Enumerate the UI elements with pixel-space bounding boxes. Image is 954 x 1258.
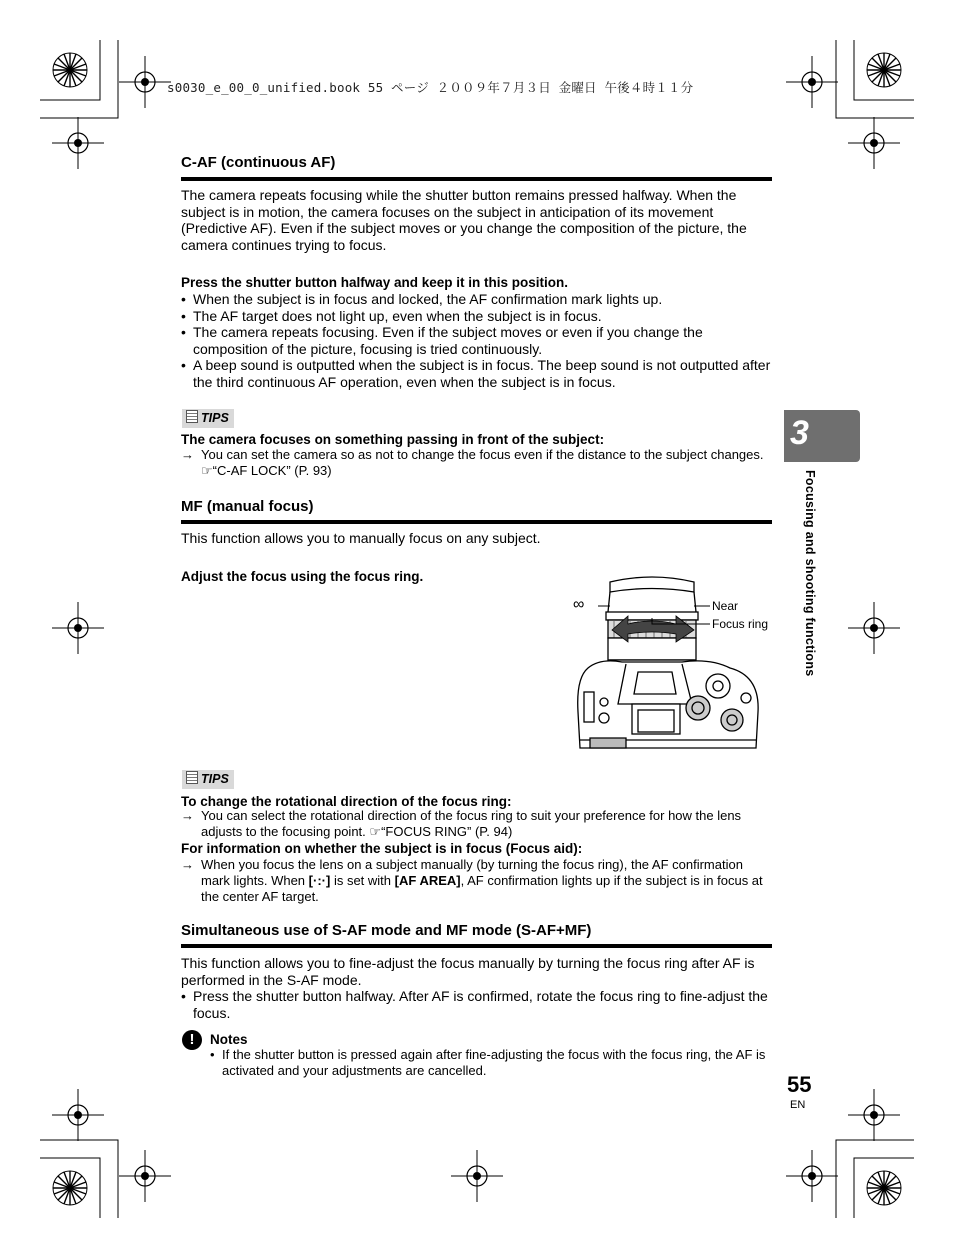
section-rule — [181, 944, 772, 948]
section-title-caf: C-AF (continuous AF) — [181, 154, 336, 171]
arrow-right-icon: → — [181, 857, 194, 872]
caf-intro: The camera repeats focusing while the shutter button remains pressed halfway. When the subject is in motion, the camera focuses on the subject in anticipation of its movement (Predictive AF). Even if the subject moves or you change the composition of the picture, the camera continues trying to focus. — [181, 187, 747, 253]
memo-icon — [186, 771, 198, 784]
notes-item: • If the shutter button is pressed again after fine-adjusting the focus with the focus ring, the AF is activated and your adjustments are cancelled. — [210, 1047, 766, 1078]
tips-badge: TIPS — [182, 409, 234, 428]
mf-tip2-text: → When you focus the lens on a subject manually (by turning the focus ring), the AF confirmation mark lights. When [·:·] is set with [AF AREA], AF confirmation lights up if the subject is in focus at the center AF target. — [181, 857, 763, 904]
print-file-header: s0030_e_00_0_unified.book 55 ページ ２００９年７月３日 金曜日 午後４時１１分 — [167, 80, 694, 95]
mf-intro: This function allows you to manually focus on any subject. — [181, 530, 541, 546]
caf-bullet-3: • The camera repeats focusing. Even if the subject moves or even if you change the composition of the picture, focusing is tried continuously. — [181, 324, 703, 357]
infinity-label: ∞ — [573, 596, 585, 613]
page-number: 55 — [787, 1072, 812, 1097]
caf-bullet-2: • The AF target does not light up, even when the subject is in focus. — [181, 307, 602, 324]
caf-bullet-1: • When the subject is in focus and locked, the AF confirmation mark lights up. — [181, 291, 663, 307]
exclamation-icon: ! — [182, 1030, 202, 1050]
caf-instruction: Press the shutter button halfway and keep it in this position. — [181, 275, 569, 290]
af-target-center-icon: [·:·] — [308, 873, 331, 888]
tips-badge: TIPS — [182, 770, 234, 789]
chapter-number: 3 — [790, 414, 809, 452]
arrow-right-icon: → — [181, 447, 194, 462]
page-language: EN — [790, 1099, 806, 1111]
chapter-title-vertical: Focusing and shooting functions — [803, 470, 817, 677]
section-title-mf: MF (manual focus) — [181, 498, 314, 515]
mf-tip1-head: To change the rotational direction of the focus ring: — [181, 794, 512, 809]
mf-instruction: Adjust the focus using the focus ring. — [181, 569, 424, 584]
arrow-right-icon: → — [181, 808, 194, 823]
near-label: Near — [712, 599, 739, 613]
mf-tip2-head: For information on whether the subject is in focus (Focus aid): — [181, 841, 583, 856]
memo-icon — [186, 410, 198, 423]
section-title-saf-mf: Simultaneous use of S-AF mode and MF mode (S-AF+MF) — [181, 922, 592, 939]
caf-bullet-4: • A beep sound is outputted when the subject is in focus. The beep sound is not outputted after the third continuous AF operation, even when the subject is in focus. — [181, 357, 771, 390]
saf-bullet: • Press the shutter button halfway. After AF is confirmed, rotate the focus ring to fine-adjust the focus. — [181, 988, 768, 1021]
section-rule — [181, 177, 772, 181]
focus-ring-label: Focus ring — [712, 617, 769, 631]
reference-hand-icon: ☞ — [201, 463, 213, 478]
caf-tip-head: The camera focuses on something passing in front of the subject: — [181, 432, 605, 447]
notes-title: Notes — [210, 1032, 248, 1047]
mf-tip1-text: → You can select the rotational direction of the focus ring to suit your preference for how the lens adjusts to the focusing point. ☞“FOCUS RING” (P. 94) — [181, 808, 742, 839]
section-rule — [181, 520, 772, 524]
camera-focus-ring-illustration — [570, 572, 780, 758]
reference-hand-icon: ☞ — [369, 824, 382, 839]
saf-intro: This function allows you to fine-adjust the focus manually by turning the focus ring after AF is performed in the S-AF mode. — [181, 955, 755, 988]
caf-tip-text: → You can set the camera so as not to change the focus even if the distance to the subject changes. ☞“C-AF LOCK” (P. 93) — [181, 447, 764, 478]
